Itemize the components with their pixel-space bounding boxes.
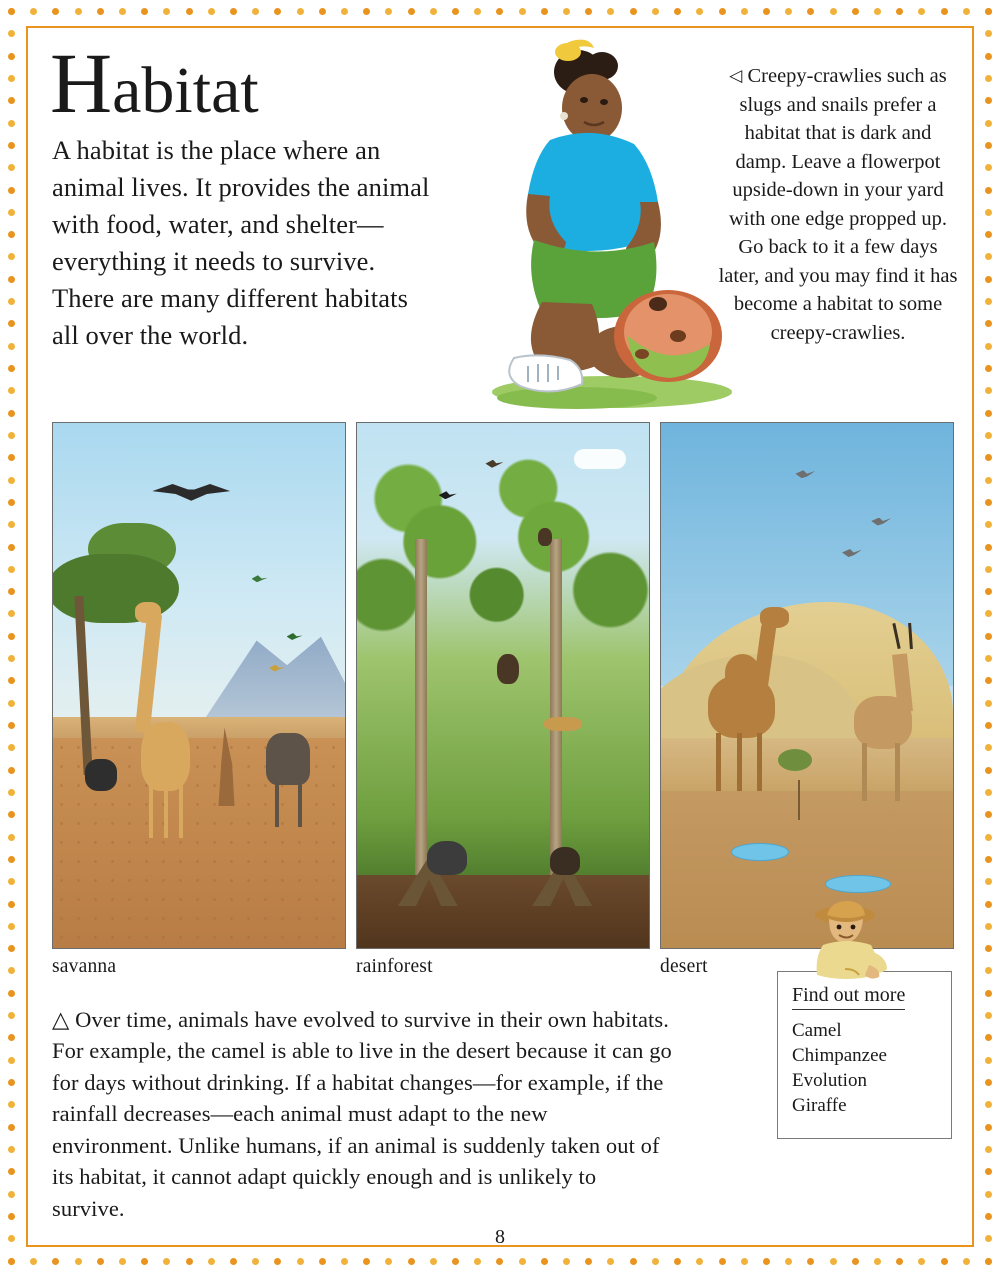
panel-desert <box>660 422 952 978</box>
dot-col-right <box>985 8 992 1265</box>
find-out-more-block <box>777 971 952 1139</box>
find-out-more-item[interactable]: Evolution <box>792 1070 867 1091</box>
dot-row-bottom <box>8 1258 992 1265</box>
panel-rainforest <box>356 422 648 978</box>
bottom-caption-text: Over time, animals have evolved to survive in their own habitats. For example, the camel is able to live in the desert because it can go for days without drinking. If a habitat changes—for example, if the rainfall decreases—each animal must adapt to the new environment. Unlike humans, if an animal is suddenly taken out of its habitat, it cannot adapt quickly enough and is unlikely to survive. <box>52 1006 672 1221</box>
girl-with-flowerpot-illustration <box>472 36 742 414</box>
panel-savanna <box>52 422 344 978</box>
side-caption-text: Creepy-crawlies such as slugs and snails prefer a habitat that is dark and damp. Leave a flowerpot upside-down in your yard with one edge propped up. Go back to it a few days later, and you may find it has become a habitat to some creepy-crawlies. <box>718 65 958 344</box>
caption-triangle-icon: ◁ <box>729 66 743 85</box>
page-content <box>42 36 958 1236</box>
habitat-panels <box>52 422 952 978</box>
bottom-caption <box>52 1004 672 1225</box>
dot-row-top <box>8 8 992 15</box>
dot-col-left <box>8 8 15 1265</box>
rainforest-habitat-illustration <box>356 422 650 949</box>
page-number: 8 <box>495 1226 505 1248</box>
find-out-more-item[interactable]: Giraffe <box>792 1095 847 1116</box>
find-out-more-box <box>777 971 952 1139</box>
explorer-character-illustration <box>783 899 913 979</box>
savanna-habitat-illustration <box>52 422 346 949</box>
top-right-block <box>442 36 958 414</box>
panel-label-savanna: savanna <box>52 956 117 977</box>
side-caption <box>718 62 958 347</box>
intro-paragraph: A habitat is the place where an animal lives. It provides the animal with food, water, and shelter—everything it needs to survive. There are many different habitats all over the world. <box>52 135 430 350</box>
panel-label-desert: desert <box>660 956 708 977</box>
page-title-rest: abitat <box>112 54 259 127</box>
page-title-dropcap: H <box>50 35 113 131</box>
bottom-block <box>52 981 952 1247</box>
desert-habitat-illustration <box>660 422 954 949</box>
find-out-more-item[interactable]: Camel <box>792 1020 842 1041</box>
caption-triangle-up-icon: △ <box>52 1006 70 1032</box>
find-out-more-title: Find out more <box>792 984 905 1010</box>
find-out-more-item[interactable]: Chimpanzee <box>792 1045 887 1066</box>
panel-label-rainforest: rainforest <box>356 956 433 977</box>
